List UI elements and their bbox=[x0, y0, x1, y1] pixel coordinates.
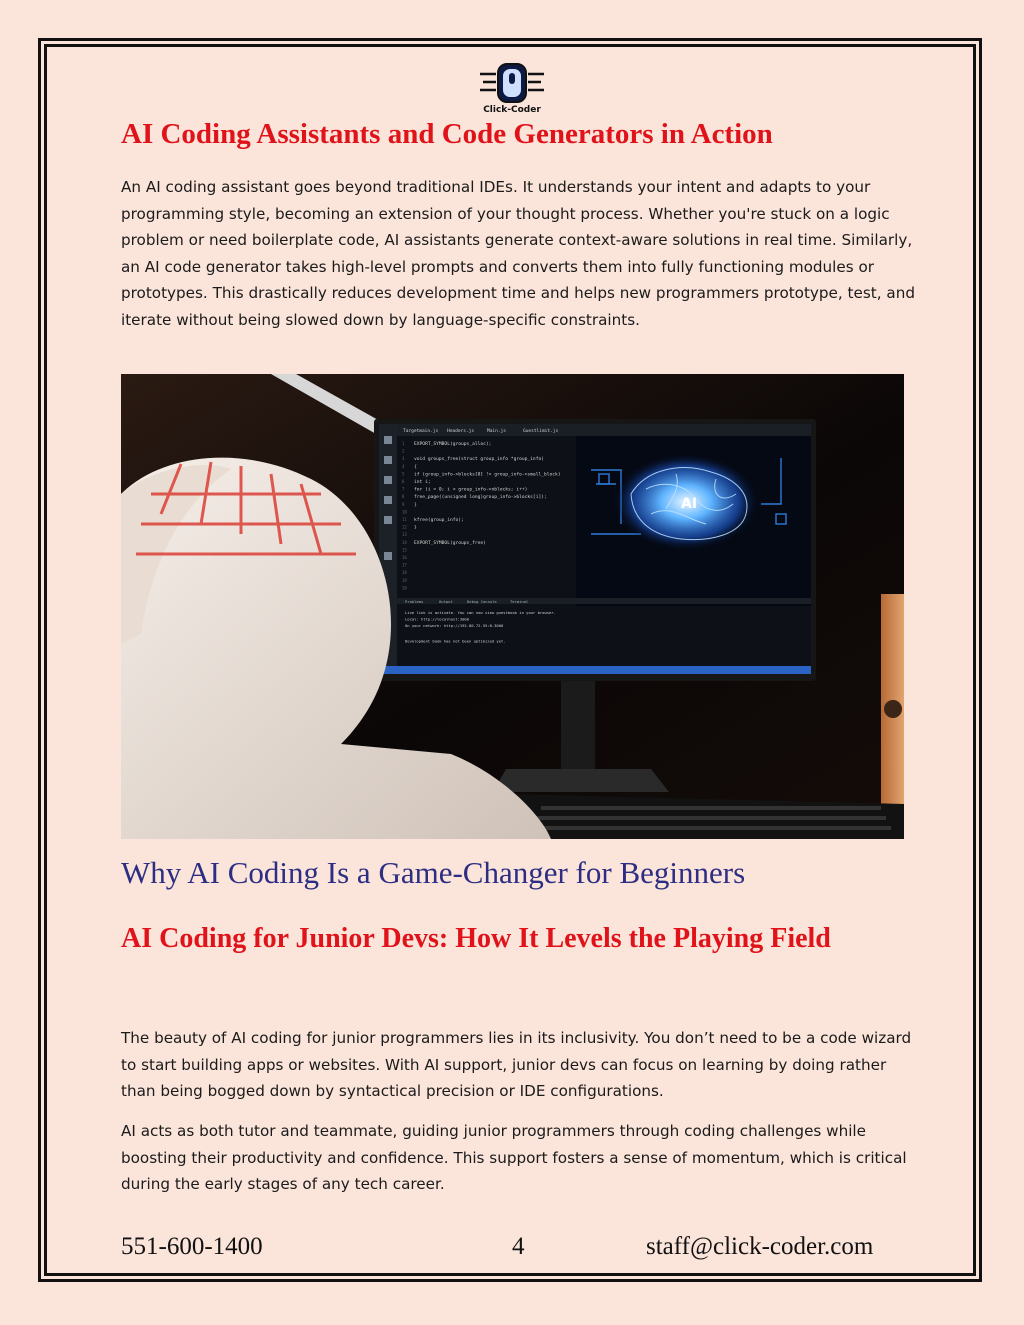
line-number: 1 bbox=[402, 441, 405, 446]
line-number: 4 bbox=[402, 463, 405, 469]
svg-text:Headers.js: Headers.js bbox=[447, 429, 475, 434]
line-number: 19 bbox=[402, 577, 407, 583]
code-line: free_page((unsigned long)group_info->blocks[i]); bbox=[414, 495, 547, 501]
code-line: EXPORT_SYMBOL(groups_free) bbox=[414, 540, 486, 546]
line-number: 12 bbox=[402, 524, 407, 530]
svg-text:Debug Console: Debug Console bbox=[467, 599, 497, 604]
logo-text: Click-Coder bbox=[483, 105, 541, 115]
svg-text:Terminal: Terminal bbox=[510, 599, 529, 604]
svg-text:Output: Output bbox=[439, 599, 453, 604]
code-line: } bbox=[414, 525, 417, 531]
line-number: 18 bbox=[402, 570, 407, 576]
code-line: } bbox=[414, 502, 417, 508]
code-line: EXPORT_SYMBOL(groups_alloc); bbox=[414, 442, 492, 447]
terminal-line: Development book has not been optimized yet. bbox=[405, 638, 506, 644]
code-line: if (group_info->blocks[0] != group_info->small_block) bbox=[414, 472, 561, 478]
svg-text:Problems: Problems bbox=[405, 599, 424, 604]
code-line: void groups_free(struct group_info *group_info) bbox=[414, 457, 544, 463]
junior-paragraph-1: The beauty of AI coding for junior programmers lies in its inclusivity. You don’t need to be a code wizard to start building apps or websites. With AI support, junior devs can focus on learning by doing rather than being bogged down by syntactical precision or IDE configurations. bbox=[121, 1029, 912, 1101]
article-title: AI Coding Assistants and Code Generators in Action bbox=[121, 118, 773, 150]
code-line: int i; bbox=[414, 480, 431, 485]
line-number: 2 bbox=[402, 448, 405, 454]
terminal-line: On your network: http://192.80.72.55:8.3000 bbox=[405, 623, 504, 628]
code-line: for (i = 0; i < group_info->nblocks; i++) bbox=[414, 487, 528, 493]
footer-page-number: 4 bbox=[512, 1233, 525, 1260]
terminal-line: Local: http://localhost:3000 bbox=[405, 616, 470, 622]
photo-developer-at-monitor bbox=[121, 374, 904, 839]
footer-email: staff@click-coder.com bbox=[646, 1233, 874, 1260]
line-number: 3 bbox=[402, 456, 405, 462]
mouse-icon bbox=[480, 64, 544, 102]
junior-paragraph-2: AI acts as both tutor and teammate, guiding junior programmers through coding challenges while boosting their productivity and confidence. This support fosters a sense of momentum, which is critical during the early stages of any tech career. bbox=[121, 1122, 907, 1194]
terminal-line: Live link is activate. You can now view guestbook in your browser. bbox=[405, 610, 556, 615]
code-line: { bbox=[414, 464, 417, 470]
line-number: 9 bbox=[402, 501, 405, 507]
brain-label: AI bbox=[681, 496, 698, 512]
section-heading: Why AI Coding Is a Game-Changer for Beginners bbox=[121, 855, 746, 890]
footer-phone: 551-600-1400 bbox=[121, 1233, 263, 1260]
svg-text:Targetmain.js: Targetmain.js bbox=[403, 429, 439, 434]
svg-text:Guestlimit.js: Guestlimit.js bbox=[523, 429, 559, 434]
line-number: 17 bbox=[402, 562, 407, 568]
subheading: AI Coding for Junior Devs: How It Levels the Playing Field bbox=[121, 923, 831, 954]
line-number: 5 bbox=[402, 471, 405, 477]
intro-paragraph: An AI coding assistant goes beyond traditional IDEs. It understands your intent and adapts to your programming style, becoming an extension of your thought process. Whether you're stuck on a logic problem or need boilerplate code, AI assistants generate context-aware solutions in real time. Similarly, an AI code generator takes high-level prompts and converts them into fully functioning modules or prototypes. This drastically reduces development time and helps new programmers prototype, test, and iterate without being slowed down by language-specific constraints. bbox=[121, 178, 915, 329]
line-number: 20 bbox=[402, 585, 407, 591]
line-number: 13 bbox=[402, 532, 407, 538]
line-number: 7 bbox=[402, 486, 405, 492]
line-number: 10 bbox=[402, 509, 407, 515]
line-number: 15 bbox=[402, 547, 407, 553]
svg-text:Main.js: Main.js bbox=[487, 429, 506, 434]
line-number: 8 bbox=[402, 494, 405, 500]
line-number: 16 bbox=[402, 555, 407, 560]
line-number: 6 bbox=[402, 479, 405, 484]
line-number: 11 bbox=[402, 517, 407, 522]
line-number: 14 bbox=[402, 539, 407, 545]
code-line: kfree(group_info); bbox=[414, 518, 464, 523]
